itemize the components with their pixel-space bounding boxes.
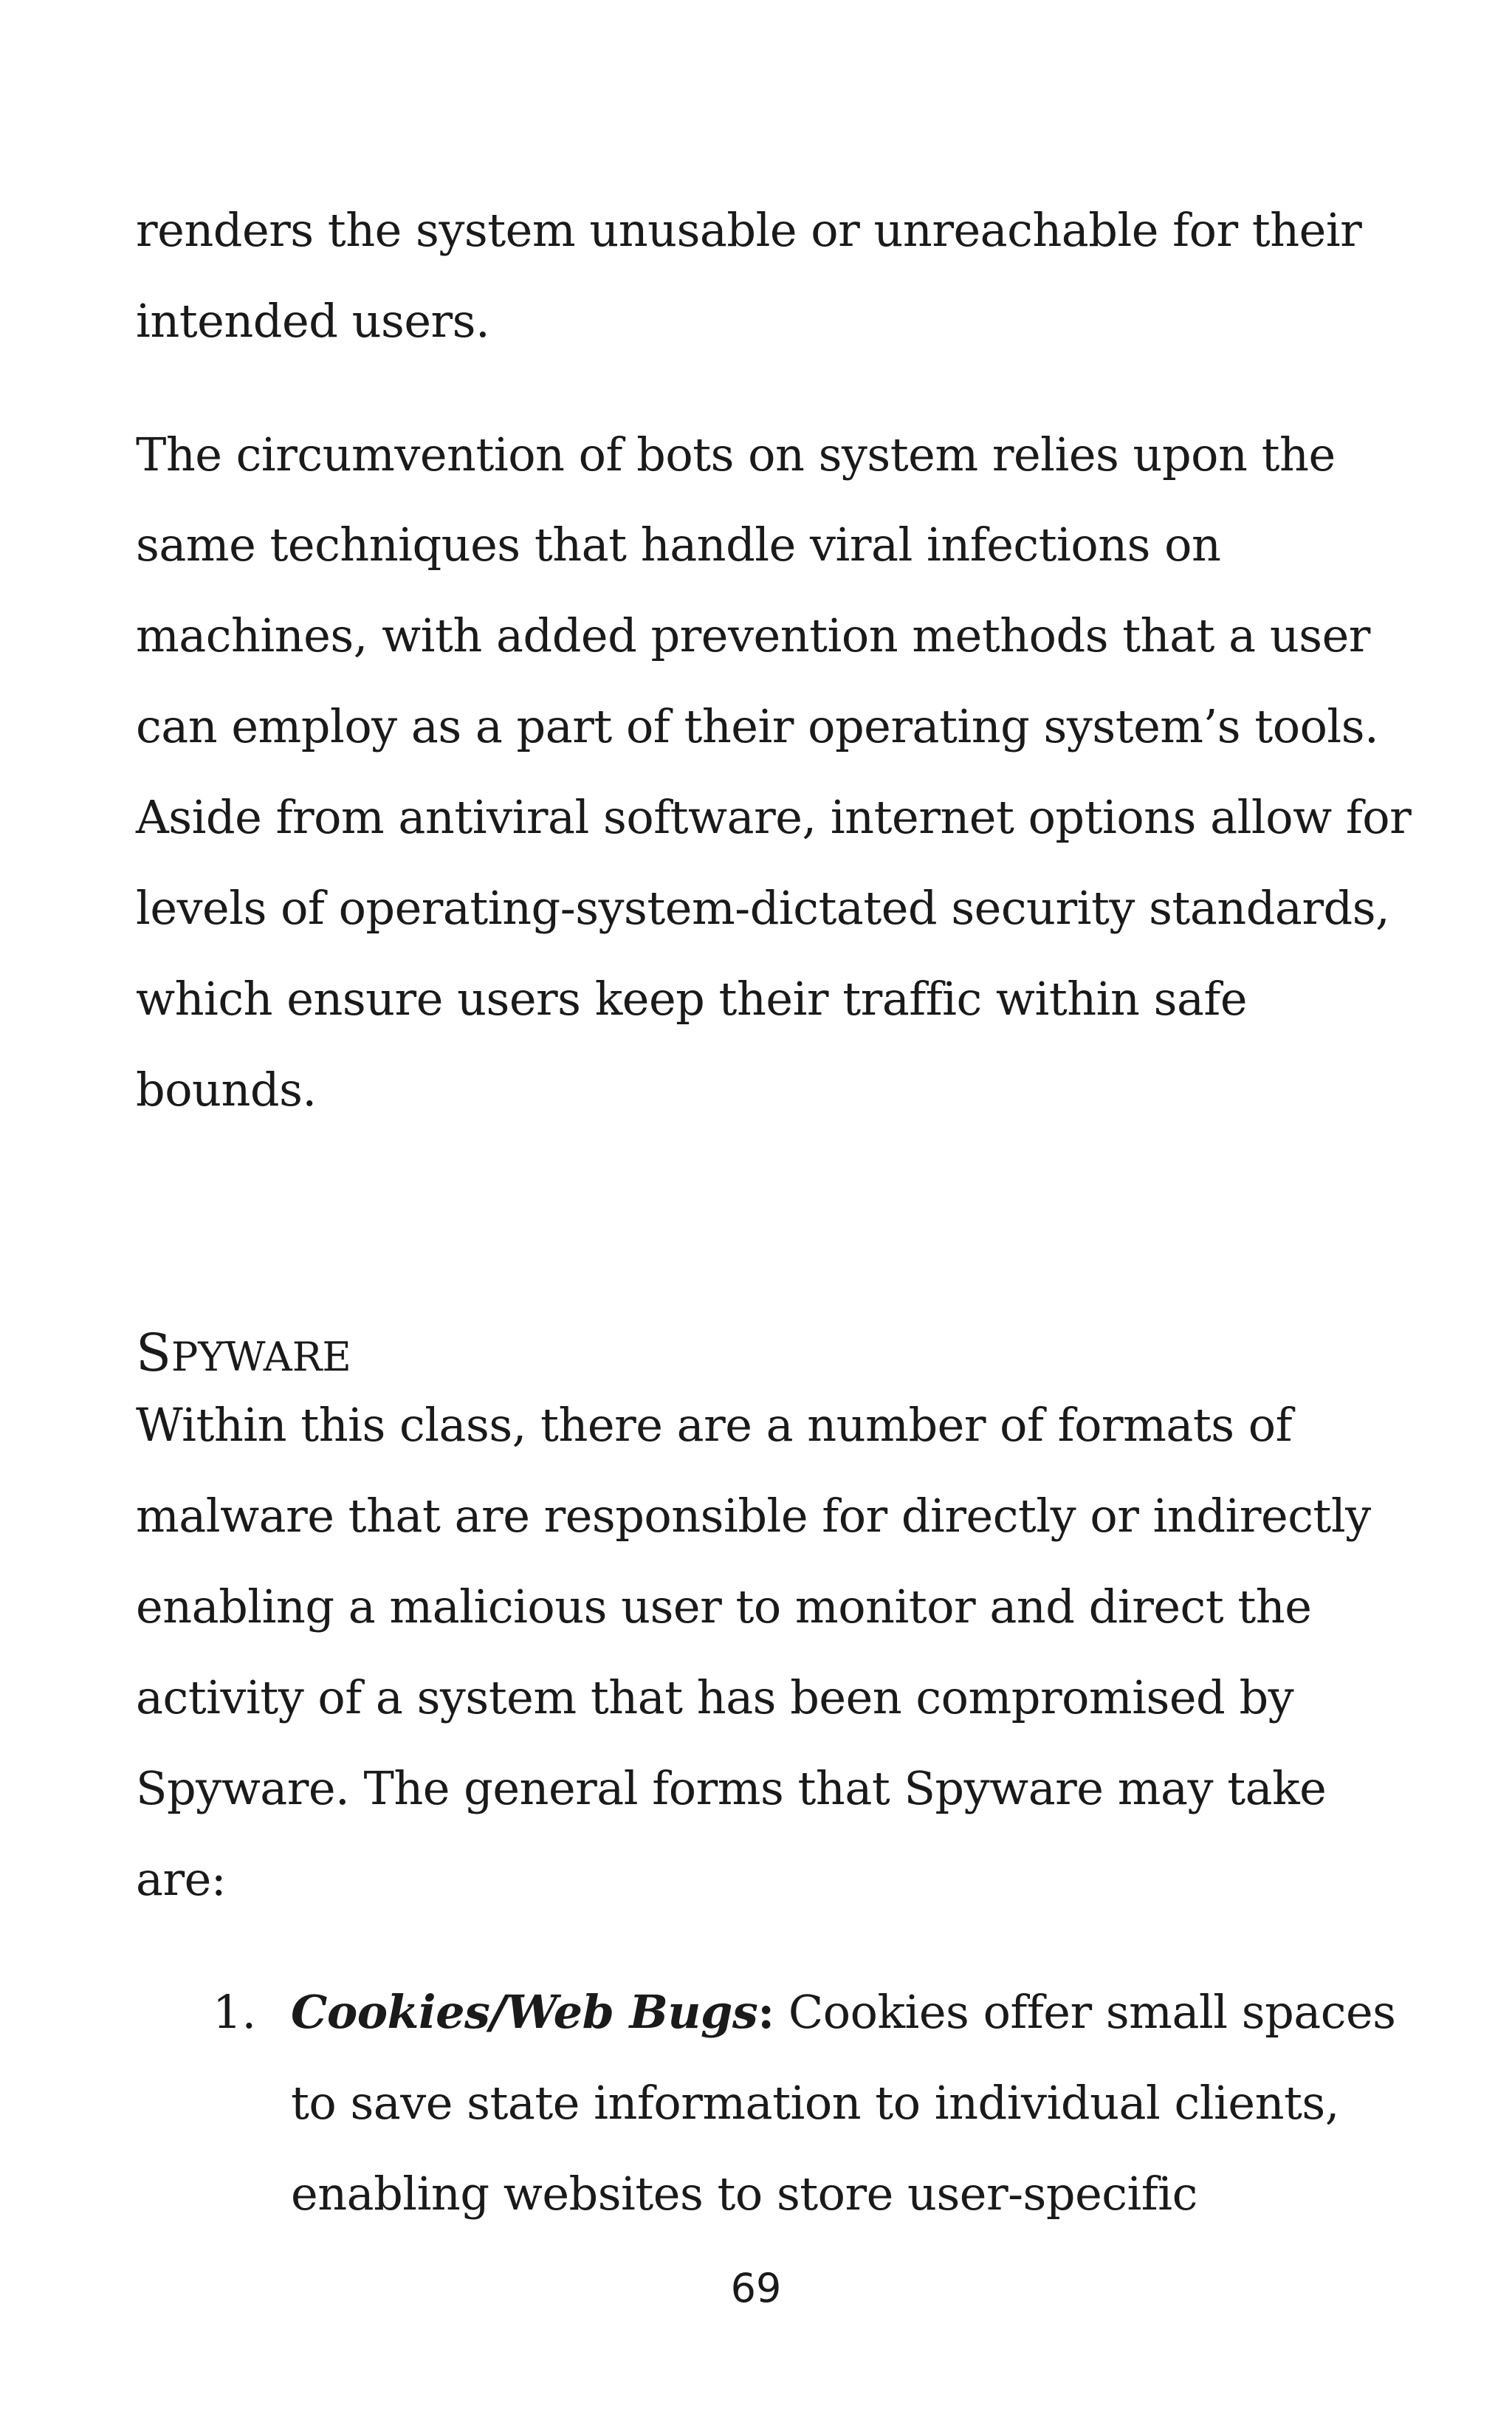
section-line-6: are:: [136, 1852, 227, 1906]
list-item-first-line: [291, 1985, 1396, 2039]
list-item-number: 1.: [213, 1985, 257, 2039]
intro-line-1: renders the system unusable or unreachable for their: [136, 203, 1362, 257]
list-item-colon: :: [757, 1985, 774, 2039]
section-line-3: enabling a malicious user to monitor and direct the: [136, 1580, 1312, 1634]
para2-line-7: which ensure users keep their traffic within safe: [136, 972, 1248, 1026]
section-line-1: Within this class, there are a number of formats of: [136, 1398, 1293, 1452]
intro-line-2: intended users.: [136, 294, 490, 348]
para2-line-8: bounds.: [136, 1063, 317, 1117]
para2-line-4: can employ as a part of their operating system’s tools.: [136, 699, 1379, 753]
list-item-term: Cookies/Web Bugs: [291, 1985, 758, 2039]
section-heading-initial: S: [136, 1323, 171, 1383]
section-line-5: Spyware. The general forms that Spyware may take: [136, 1761, 1327, 1815]
section-line-2: malware that are responsible for directly or indirectly: [136, 1489, 1371, 1543]
list-item-line-3: enabling websites to store user-specific: [291, 2167, 1197, 2221]
section-heading-rest: PYWARE: [171, 1334, 351, 1380]
para2-line-5: Aside from antiviral software, internet options allow for: [136, 790, 1412, 844]
para2-line-2: same techniques that handle viral infections on: [136, 518, 1221, 572]
section-heading: [136, 1323, 351, 1383]
list-item-first-line-rest: Cookies offer small spaces: [774, 1985, 1396, 2039]
list-item-line-2: to save state information to individual clients,: [291, 2076, 1339, 2130]
para2-line-6: levels of operating-system-dictated security standards,: [136, 881, 1390, 935]
para2-line-3: machines, with added prevention methods that a user: [136, 609, 1370, 662]
para2-line-1: The circumvention of bots on system relies upon the: [136, 428, 1336, 481]
section-line-4: activity of a system that has been compromised by: [136, 1670, 1294, 1724]
page-number: 69: [730, 2265, 782, 2311]
